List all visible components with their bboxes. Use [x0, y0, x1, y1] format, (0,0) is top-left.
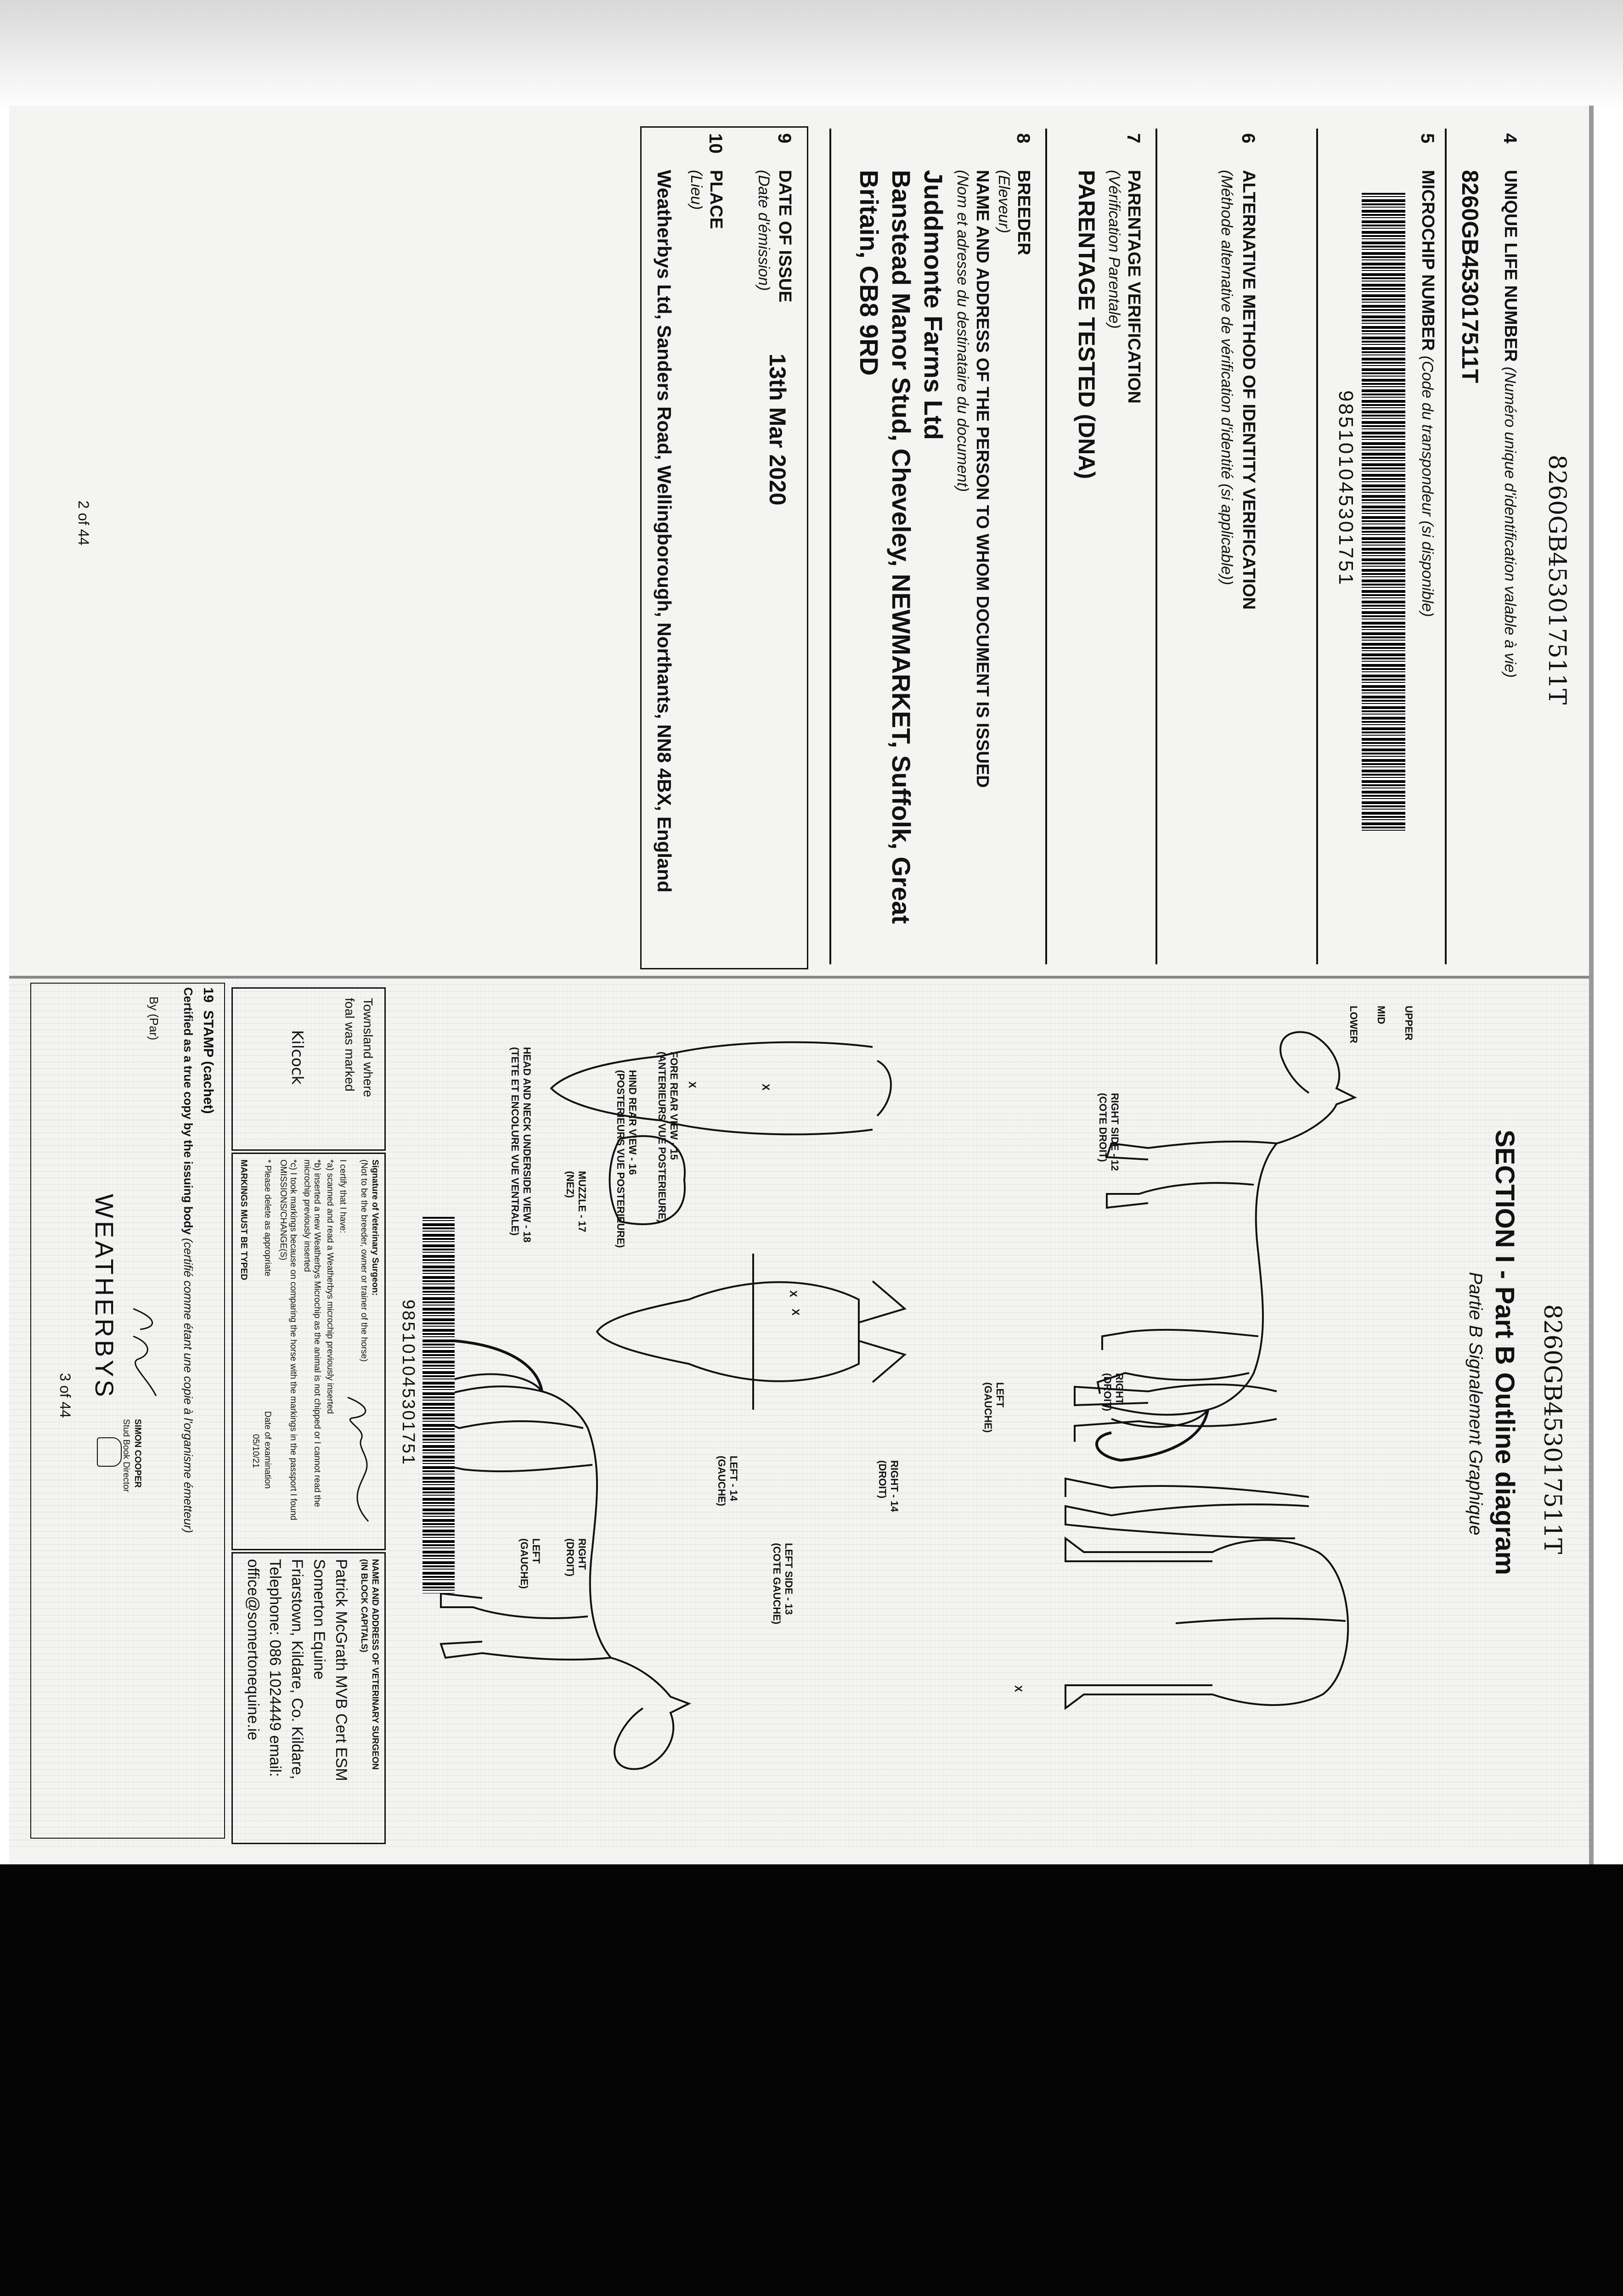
issued-to-line2: Banstead Manor Stud, Cheveley, NEWMARKET, Suffolk, Great — [887, 170, 916, 924]
svg-text:X: X — [788, 1290, 799, 1297]
unique-life-number-value: 8260GB453017511T — [1457, 170, 1483, 383]
stamp-label: 19 STAMP (cachet) — [201, 987, 216, 1114]
vet-signature-box — [231, 1153, 386, 1550]
sig-option-c: *c) I took markings because on comparing the horse with the markings in the passport I found OMISSIONS/CHANGE(S) — [278, 1159, 298, 1520]
scan-black-border — [0, 1864, 1623, 2296]
label-left-14: LEFT - 14 (GAUCHE) — [716, 1456, 739, 1506]
field-number: 5 — [1417, 133, 1437, 144]
svg-text:X: X — [687, 1081, 698, 1088]
header-reference: 8260GB453017511T — [1538, 1304, 1566, 1554]
page-number: 2 of 44 — [75, 501, 92, 546]
diagram-microchip-number: 985101045301751 — [399, 1300, 418, 1466]
field-number: 4 — [1500, 133, 1520, 144]
passport-spread — [9, 106, 1589, 1851]
vet-name: Patrick McGrath MVB Cert ESM — [332, 1559, 350, 1781]
issue-box — [640, 126, 808, 969]
field-number: 10 — [705, 133, 726, 154]
sig-certify: I certify that I have: — [338, 1159, 348, 1233]
townland-label-1: Townsland where — [361, 998, 375, 1097]
outline-diagram — [436, 978, 1470, 1851]
vet-header-1: NAME AND ADDRESS OF VETERINARY SURGEON — [370, 1559, 380, 1770]
vet-practice: Somerton Equine — [310, 1559, 328, 1680]
vet-details-box — [231, 1552, 386, 1844]
vet-signature — [338, 1393, 375, 1531]
field-number: 8 — [1013, 133, 1033, 144]
divider — [1445, 129, 1447, 964]
sig-header-1: Signature of Veterinary Surgeon: — [370, 1159, 380, 1296]
sig-option-b: *b) inserted a new Weatherbys Microchip as the animal is not chipped or I cannot read the microchip previously inserted — [302, 1159, 322, 1507]
section-title: SECTION I - Part B Outline diagram — [1490, 1130, 1520, 1576]
label-muzzle: MUZZLE - 17 (NEZ) — [564, 1171, 588, 1232]
vet-header-2: (IN BLOCK CAPITALS) — [359, 1559, 369, 1653]
svg-text:X: X — [1013, 1685, 1024, 1692]
section-subtitle: Partie B Signalement Graphique — [1465, 1272, 1486, 1536]
place-value: Weatherbys Ltd, Sanders Road, Wellingborough, Northants, NN8 4BX, England — [654, 170, 675, 893]
breeder-label: BREEDER — [1014, 170, 1033, 255]
date-of-issue-sub: (Date d'émission) — [755, 170, 772, 291]
divider — [1155, 129, 1157, 964]
scan-shadow — [0, 0, 1623, 110]
issued-to-line1: Juddmonte Farms Ltd — [919, 170, 948, 440]
page-number: 3 of 44 — [57, 1373, 73, 1418]
head-front-drawing — [597, 1254, 905, 1410]
issued-to-label: NAME AND ADDRESS OF THE PERSON TO WHOM DOCUMENT IS ISSUED — [973, 170, 992, 788]
townland-box — [231, 987, 386, 1151]
divider — [829, 129, 831, 964]
svg-text:X: X — [790, 1309, 801, 1316]
divider — [1316, 129, 1318, 964]
field-number: 7 — [1123, 133, 1144, 144]
label-head-right: RIGHT (DROIT) — [564, 1538, 588, 1577]
date-of-issue-label: DATE OF ISSUE — [775, 170, 795, 303]
label-hind-left: LEFT (GAUCHE) — [982, 1382, 1006, 1433]
vet-address: Friarstown, Kildare, Co. Kildare, — [288, 1559, 306, 1779]
alt-verification-sub: (Méthode alternative de vérification d'identité (si applicable)) — [1218, 170, 1235, 585]
microchip-number-value: 985101045301751 — [1335, 390, 1357, 587]
issued-to-line3: Britain, CB8 9RD — [855, 170, 884, 376]
parentage-verification-label: PARENTAGE VERIFICATION — [1124, 170, 1144, 404]
townland-label-2: foal was marked — [343, 998, 357, 1092]
label-mid: MID — [1375, 1006, 1387, 1024]
horse-left-side-drawing — [436, 1341, 689, 1769]
alt-verification-label: ALTERNATIVE METHOD OF IDENTITY VERIFICATION — [1239, 170, 1258, 610]
parentage-verification-value: PARENTAGE TESTED (DNA) — [1074, 170, 1099, 479]
field-number: 9 — [774, 133, 795, 144]
townland-value: Kilcock — [288, 1030, 306, 1085]
horse-right-side-drawing — [1097, 1032, 1355, 1460]
label-left-side: LEFT SIDE - 13 (COTE GAUCHE) — [771, 1543, 795, 1625]
microchip-number-label: MICROCHIP NUMBER (Code du transpondeur (si disponible) — [1418, 170, 1437, 617]
label-head-left: LEFT (GAUCHE) — [518, 1538, 542, 1589]
head-neck-underside-drawing — [551, 1042, 891, 1135]
passport-page-3 — [9, 978, 1589, 1851]
unique-life-number-label: UNIQUE LIFE NUMBER (Numéro unique d'identification valable à vie) — [1501, 170, 1520, 678]
sig-date-value: 05/10/21 — [251, 1434, 260, 1468]
weatherbys-stamp-brand: WEATHERBYS — [90, 1194, 119, 1400]
svg-text:X: X — [760, 1084, 772, 1091]
label-right-14: RIGHT - 14 (DROIT) — [877, 1460, 900, 1512]
vet-phone: Telephone: 086 1024449 email: — [266, 1559, 284, 1777]
vet-email: office@somertonequine.ie — [244, 1559, 262, 1740]
divider — [1045, 129, 1047, 964]
hind-rear-view-drawing — [1065, 1538, 1348, 1708]
stamp-certified: Certified as a true copy by the issuing body (certifié comme étant une copie à l'organisme émetteur) — [181, 987, 195, 1533]
place-label: PLACE — [706, 170, 726, 229]
sig-delete-note: * Please delete as appropriate — [263, 1159, 272, 1277]
sig-header-2: (Not to be the breeder, owner or trainer of the horse) — [359, 1159, 369, 1362]
label-lower: LOWER — [1348, 1006, 1359, 1043]
field-number: 6 — [1238, 133, 1258, 144]
label-hind-rear: HIND REAR VIEW - 16 (POSTERIEURS VUE POSTERIEURE) — [615, 1070, 638, 1248]
parentage-verification-sub: (Vérification Parentale) — [1105, 170, 1123, 329]
label-upper: UPPER — [1403, 1006, 1414, 1041]
passport-page-2 — [9, 106, 1589, 978]
stamp-signatory-title: Stud Book Director — [121, 1419, 131, 1492]
issued-to-sub: (Nom et adresse du destinataire du document) — [954, 170, 971, 492]
sig-date-label: Date of examination — [263, 1411, 272, 1489]
breeder-sub: (Eleveur) — [995, 170, 1013, 233]
label-fore-rear: FORE REAR VIEW - 15 (ANTERIEURS VUE POSTERIEURE) — [656, 1052, 680, 1223]
place-sub: (Lieu) — [688, 170, 705, 210]
header-reference: 8260GB453017511T — [1543, 455, 1571, 705]
label-head-neck: HEAD AND NECK UNDERSIDE VIEW - 18 (TETE ET ENCOLURE VUE VENTRALE) — [509, 1047, 533, 1243]
label-hind-right: RIGHT (DROIT) — [1102, 1373, 1125, 1412]
sig-markings-note: MARKINGS MUST BE TYPED — [239, 1159, 248, 1280]
label-right-side: RIGHT SIDE - 12 (COTE DROIT) — [1097, 1093, 1121, 1171]
date-of-issue-value: 13th Mar 2020 — [765, 354, 790, 506]
stamp-by: By (Par) — [147, 996, 161, 1041]
diagram-microchip-barcode — [423, 1217, 455, 1593]
sig-option-a: *a) scanned and read a Weatherbys microchip previously inserted — [325, 1159, 335, 1414]
microchip-barcode — [1362, 193, 1405, 831]
stamp-signatory: SIMON COOPER — [133, 1419, 142, 1488]
